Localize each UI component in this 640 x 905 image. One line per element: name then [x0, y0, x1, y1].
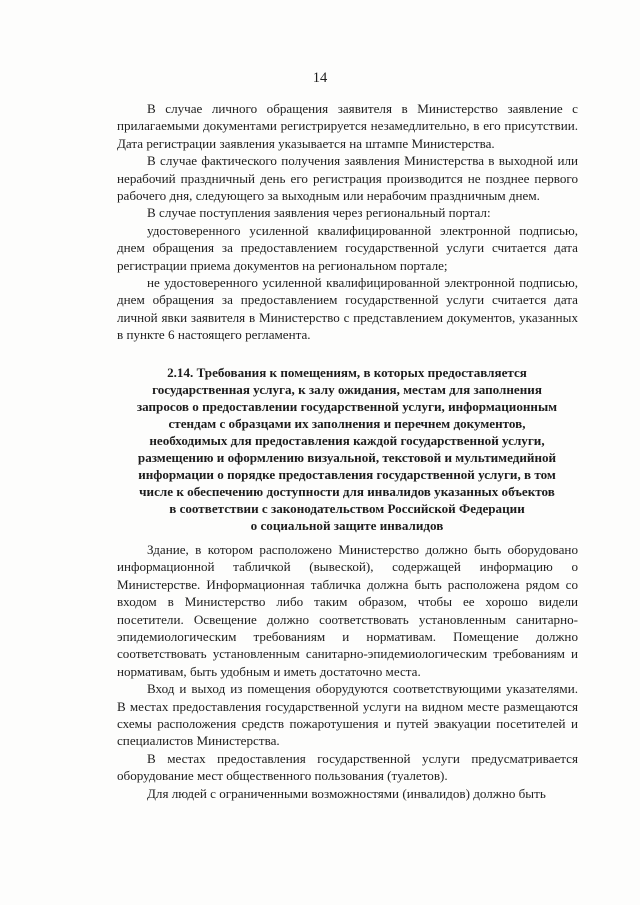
heading-line: стендам с образцами их заполнения и перечнем документов,: [168, 416, 526, 431]
heading-line: 2.14. Требования к помещениям, в которых предоставляется: [167, 365, 527, 380]
paragraph: В местах предоставления государственной услуги предусматривается оборудование мест общественного пользования (туалетов).: [117, 750, 578, 784]
paragraph: Для людей с ограниченными возможностями (инвалидов) должно быть: [147, 785, 546, 801]
paragraph: В случае поступления заявления через региональный портал:: [147, 205, 491, 221]
heading-line: числе к обеспечению доступности для инвалидов указанных объектов: [139, 484, 555, 499]
paragraph: удостоверенного усиленной квалифицированной электронной подписью, днем обращения за предоставлением государственной услуги считается дата регистрации приема документов на региональном портале;: [117, 222, 578, 273]
heading-line: запросов о предоставлении государственной услуги, информационным: [136, 399, 558, 414]
paragraph: В случае личного обращения заявителя в Министерство заявление с прилагаемыми документами регистрируется незамедлительно, в его присутствии. Дата регистрации заявления указывается на штампе Министерства.: [117, 101, 578, 151]
paragraph: В случае фактического получения заявления Министерства в выходной или нерабочий праздничный день его регистрация производится не позднее первого рабочего дня, следующего за выходным или нерабочим праздничным днем.: [117, 153, 578, 204]
paragraph: Здание, в котором расположено Министерство должно быть оборудовано информационной табличкой (вывеской), содержащей информацию о Министерстве. Информационная табличка должна быть расположена рядом со входом в Министерство либо таким образом, чтобы ее хорошо видели посетители. Освещение должно соответствовать установленным санитарно-эпидемиологическим требованиям и нормативам. Помещение должно соответствовать установленным санитарно-эпидемиологическим требованиям и нормативам, быть удобным и иметь достаточно места.: [117, 542, 578, 679]
heading-line: информации о порядке предоставления государственной услуги, в том: [138, 467, 556, 482]
heading-line: размещению и оформлению визуальной, текстовой и мультимедийной: [137, 450, 557, 465]
heading-line: о социальной защите инвалидов: [250, 518, 444, 533]
top-text-block: [117, 100, 578, 344]
heading-line: в соответствии с законодательством Российской Федерации: [169, 501, 525, 516]
paragraph: не удостоверенного усиленной квалифицированной электронной подписью, днем обращения за предоставлением государственной услуги считается дата личной явки заявителя в Министерство с представлением документов, указанных в пункте 6 настоящего регламента.: [117, 275, 578, 343]
paragraph: Вход и выход из помещения оборудуются соответствующими указателями. В местах предоставления государственной услуги на видном месте размещаются схемы расположения средств пожаротушения и путей эвакуации посетителей и специалистов Министерства.: [117, 681, 578, 749]
page-number: 14: [312, 70, 328, 86]
bottom-text-block: [117, 541, 578, 802]
heading-line: необходимых для предоставления каждой государственной услуги,: [149, 433, 545, 448]
section-heading: [112, 364, 582, 534]
heading-line: государственная услуга, к залу ожидания, местам для заполнения: [152, 382, 542, 397]
